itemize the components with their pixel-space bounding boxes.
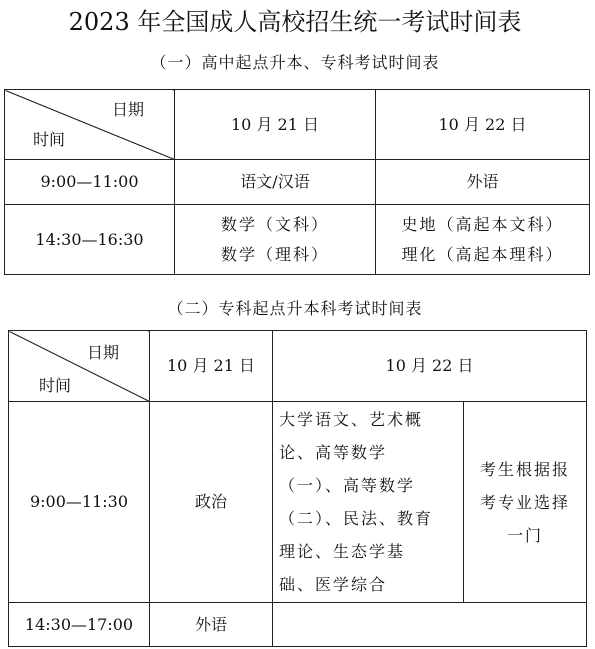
subject-line: 理化（高起本理科） bbox=[401, 244, 564, 264]
time-cell: 9:00—11:00 bbox=[5, 160, 175, 205]
table-row bbox=[5, 160, 590, 205]
subject-line: （二）、民法、教育 bbox=[279, 509, 434, 528]
subject-line: 大学语文、艺术概 bbox=[279, 410, 424, 429]
table-row bbox=[5, 205, 590, 275]
subject-line: （一）、高等数学 bbox=[279, 476, 416, 495]
table1-day2-header: 10 月 22 日 bbox=[376, 90, 590, 160]
table2-date-label: 日期 bbox=[86, 343, 119, 362]
table1-time-label: 时间 bbox=[33, 129, 66, 149]
subject-line: 数学（理科） bbox=[220, 244, 329, 264]
empty-cell bbox=[273, 603, 587, 647]
table1-corner-cell bbox=[5, 90, 175, 160]
table2-corner-cell bbox=[9, 331, 150, 402]
time-cell: 14:30—16:30 bbox=[5, 205, 175, 275]
table-row bbox=[9, 603, 587, 647]
time-cell: 14:30—17:00 bbox=[9, 603, 150, 647]
schedule-table-2 bbox=[8, 330, 587, 647]
table1-header-row bbox=[5, 90, 590, 160]
subject-cell: 外语 bbox=[150, 603, 273, 647]
page-title: 2023 年全国成人高校招生统一考试时间表 bbox=[68, 8, 522, 36]
subject-line: 论、高等数学 bbox=[279, 443, 388, 462]
table2-day1-header: 10 月 21 日 bbox=[150, 331, 273, 402]
section1-heading: （一）高中起点升本、专科考试时间表 bbox=[150, 53, 440, 72]
subject-line: 史地（高起本文科） bbox=[401, 215, 564, 235]
subject-cell bbox=[175, 205, 376, 275]
time-cell: 9:00—11:30 bbox=[9, 402, 150, 603]
schedule-table-1 bbox=[4, 89, 590, 275]
section2-heading: （二）专科起点升本科考试时间表 bbox=[167, 299, 423, 318]
table2-day2-header: 10 月 22 日 bbox=[273, 331, 587, 402]
subject-cell bbox=[376, 205, 590, 275]
subject-line: 础、医学综合 bbox=[279, 575, 388, 594]
note-line: 一门 bbox=[507, 525, 544, 545]
note-line: 考专业选择 bbox=[480, 492, 571, 512]
note-line: 考生根据报 bbox=[480, 459, 571, 479]
selection-note-cell bbox=[464, 402, 587, 603]
subject-cell: 政治 bbox=[150, 402, 273, 603]
subject-cell: 语文/汉语 bbox=[175, 160, 376, 205]
table-row bbox=[9, 402, 587, 603]
table1-date-label: 日期 bbox=[111, 100, 144, 119]
table2-time-label: 时间 bbox=[39, 375, 72, 395]
subject-list-cell bbox=[273, 402, 464, 603]
table2-header-row bbox=[9, 331, 587, 402]
subject-line: 数学（文科） bbox=[220, 215, 329, 235]
table1-day1-header: 10 月 21 日 bbox=[175, 90, 376, 160]
subject-cell: 外语 bbox=[376, 160, 590, 205]
subject-line: 理论、生态学基 bbox=[279, 542, 406, 561]
